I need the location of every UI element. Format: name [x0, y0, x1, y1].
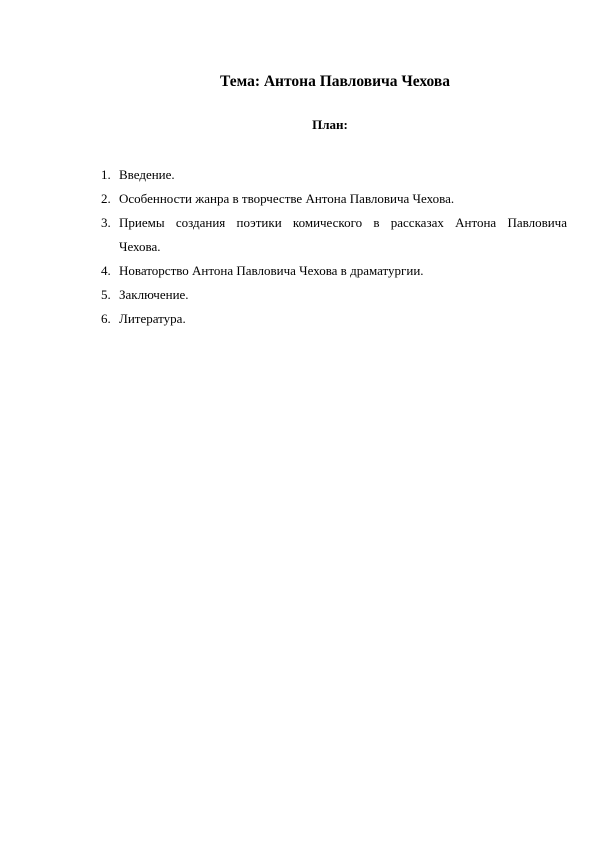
list-item-text: Литература.	[119, 311, 186, 326]
list-item-number: 2.	[101, 191, 111, 206]
plan-heading: План:	[312, 117, 348, 132]
list-item	[101, 259, 567, 283]
list-item	[101, 283, 567, 307]
list-item-number: 1.	[101, 167, 111, 182]
list-item-number: 3.	[101, 215, 111, 230]
list-item-text: Введение.	[119, 167, 175, 182]
plan-list	[101, 163, 567, 331]
list-item-number: 4.	[101, 263, 111, 278]
list-item	[101, 211, 567, 259]
list-item-number: 5.	[101, 287, 111, 302]
document-title: Тема: Антона Павловича Чехова	[220, 73, 450, 90]
list-item	[101, 163, 567, 187]
list-item-text-line-1: Приемы создания поэтики комического в рассказах Антона Павловича	[119, 215, 567, 230]
list-item-text: Новаторство Антона Павловича Чехова в драматургии.	[119, 263, 424, 278]
list-item-text: Заключение.	[119, 287, 189, 302]
list-item-text-line-2: Чехова.	[119, 239, 161, 254]
list-item-number: 6.	[101, 311, 111, 326]
list-item-text: Особенности жанра в творчестве Антона Павловича Чехова.	[119, 191, 455, 206]
list-item	[101, 307, 567, 331]
list-item	[101, 187, 567, 211]
list-item-text	[119, 211, 567, 259]
